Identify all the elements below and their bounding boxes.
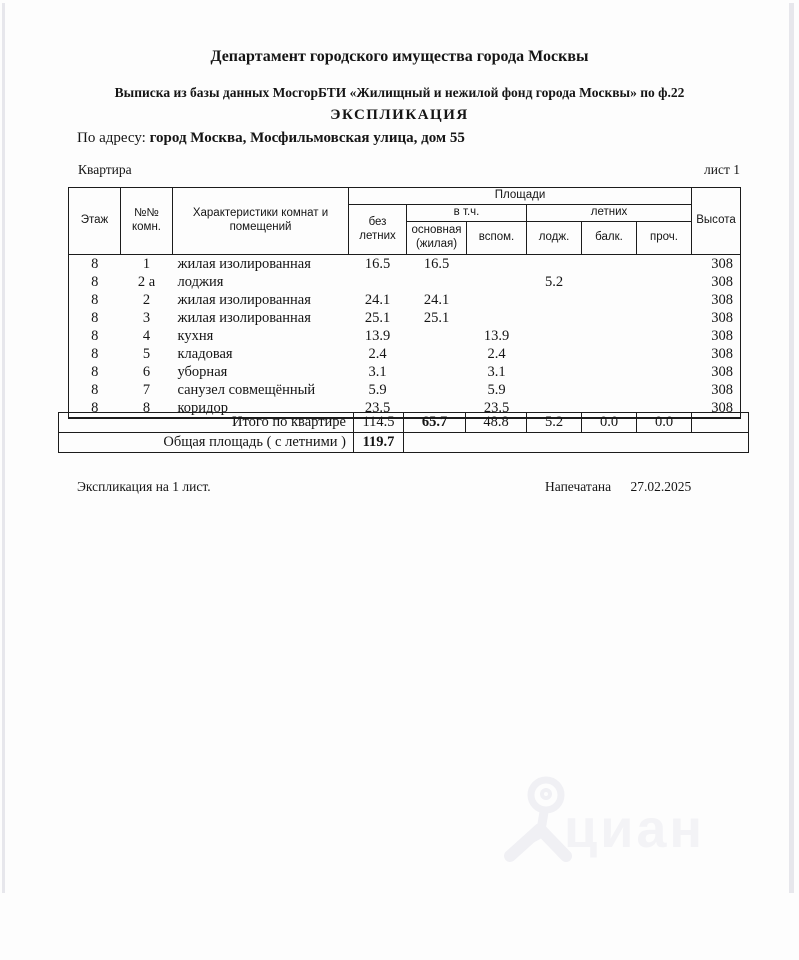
table-cell: 6 — [142, 363, 151, 380]
table-cell — [404, 433, 749, 453]
table-cell: 23.5 — [483, 399, 510, 416]
table-cell — [527, 309, 582, 327]
table-cell: 24.1 — [423, 291, 450, 308]
table-cell: кладовая — [177, 345, 233, 362]
table-cell — [527, 327, 582, 345]
sheet-count-note: Экспликация на 1 лист. — [77, 479, 211, 494]
table-cell: 8 — [91, 291, 99, 308]
table-cell — [637, 273, 692, 291]
extract-subtitle: Выписка из базы данных МосгорБТИ «Жилищный и нежилой фонд города Москвы» по ф.22 — [114, 85, 685, 100]
table-cell — [582, 345, 637, 363]
table-cell: 48.8 — [466, 413, 527, 433]
table-cell — [582, 363, 637, 381]
total-area-row — [59, 433, 749, 453]
table-cell — [467, 273, 527, 291]
table-cell: 308 — [711, 363, 733, 380]
table-cell: 308 — [711, 309, 733, 326]
table-cell: 8 — [91, 381, 99, 398]
address-value: город Москва, Мосфильмовская улица, дом 55 — [149, 130, 465, 146]
table-cell — [467, 291, 527, 309]
table-cell — [527, 255, 582, 274]
table-cell — [407, 345, 467, 363]
total-area-label: Общая площадь ( с летними ) — [59, 433, 354, 453]
table-row — [69, 273, 741, 291]
table-cell: 8 — [91, 273, 99, 290]
col-main-living: основная (жилая) — [407, 222, 467, 255]
header-row-1 — [69, 188, 741, 205]
table-cell — [467, 255, 527, 274]
table-header — [69, 188, 741, 255]
col-height: Высота — [692, 188, 741, 255]
table-cell — [582, 381, 637, 399]
table-cell: 8 — [91, 363, 99, 380]
printed-note — [545, 479, 691, 495]
document-title: ЭКСПЛИКАЦИЯ — [330, 107, 469, 123]
table-cell: 2 а — [137, 273, 156, 290]
table-cell: 0.0 — [582, 413, 637, 433]
table-cell — [527, 345, 582, 363]
table-cell: 3.1 — [368, 363, 387, 380]
scan-edge-right — [789, 3, 794, 893]
col-loggia: лодж. — [527, 222, 582, 255]
department-title: Департамент городского имущества города Москвы — [210, 48, 589, 65]
table-cell — [407, 363, 467, 381]
table-cell: 5.2 — [544, 273, 564, 290]
sheet-number: лист 1 — [704, 162, 740, 177]
table-cell: 65.7 — [404, 413, 466, 433]
table-cell — [582, 273, 637, 291]
col-balcony: балк. — [582, 222, 637, 255]
table-cell: лоджия — [177, 273, 224, 290]
col-areas: Площади — [349, 188, 692, 205]
table-row — [69, 309, 741, 327]
table-cell — [527, 291, 582, 309]
table-cell: жилая изолированная — [177, 291, 311, 308]
col-other: проч. — [637, 222, 692, 255]
table-cell: 13.9 — [364, 327, 391, 344]
table-cell — [527, 381, 582, 399]
table-cell — [637, 309, 692, 327]
col-characteristics: Характеристики комнат и помещений — [173, 188, 349, 255]
table-cell: 308 — [711, 255, 733, 272]
table-row — [69, 255, 741, 274]
table-cell: 308 — [711, 273, 733, 290]
table-cell — [407, 327, 467, 345]
table-cell — [637, 291, 692, 309]
table-cell: 308 — [711, 345, 733, 362]
table-cell: 4 — [142, 327, 151, 344]
table-cell: 2 — [142, 291, 151, 308]
table-cell: 308 — [711, 291, 733, 308]
table-cell: жилая изолированная — [177, 255, 311, 272]
table-cell — [582, 327, 637, 345]
table-cell: уборная — [177, 363, 228, 380]
table-cell — [637, 255, 692, 274]
totals-row — [59, 413, 749, 433]
table-cell: 13.9 — [483, 327, 510, 344]
explication-table — [68, 187, 741, 419]
table-cell: 25.1 — [364, 309, 391, 326]
table-cell — [637, 381, 692, 399]
table-cell — [692, 413, 749, 433]
col-aux: вспом. — [467, 222, 527, 255]
col-summer: летних — [527, 205, 692, 222]
table-cell: 3 — [142, 309, 151, 326]
col-floor: Этаж — [69, 188, 121, 255]
table-cell — [407, 273, 467, 291]
cian-watermark — [500, 772, 730, 867]
table-row — [69, 327, 741, 345]
col-no-summer: без летних — [349, 205, 407, 255]
totals-label: Итого по квартире — [59, 413, 354, 433]
table-cell — [407, 381, 467, 399]
table-cell: 24.1 — [364, 291, 391, 308]
table-cell: 308 — [711, 399, 733, 416]
table-row — [69, 381, 741, 399]
table-cell: 7 — [142, 381, 151, 398]
table-cell — [637, 327, 692, 345]
col-incl: в т.ч. — [407, 205, 527, 222]
table-cell: 3.1 — [487, 363, 506, 380]
table-cell: 5 — [142, 345, 151, 362]
table-cell: 0.0 — [637, 413, 692, 433]
table-cell: 25.1 — [423, 309, 450, 326]
printed-label: Напечатана — [545, 479, 612, 494]
table-cell — [582, 309, 637, 327]
table-cell — [582, 255, 637, 274]
object-type-label: Квартира — [78, 162, 132, 177]
table-cell: жилая изолированная — [177, 309, 311, 326]
table-row — [69, 363, 741, 381]
table-cell: 8 — [91, 309, 99, 326]
totals-table — [58, 412, 749, 453]
table-cell: коридор — [177, 399, 228, 416]
table-cell: 8 — [91, 399, 99, 416]
table-cell: 5.9 — [368, 381, 387, 398]
total-area-value: 119.7 — [354, 433, 404, 453]
table-cell — [349, 273, 407, 291]
table-cell: 114.5 — [354, 413, 404, 433]
printed-date: 27.02.2025 — [630, 479, 692, 494]
table-cell: 8 — [91, 327, 99, 344]
scan-edge-left — [2, 3, 5, 893]
table-cell: кухня — [177, 327, 214, 344]
table-cell — [467, 309, 527, 327]
table-cell: 16.5 — [423, 255, 450, 272]
address-label: По адресу: — [77, 130, 146, 146]
table-cell: 5.2 — [527, 413, 582, 433]
table-row — [69, 291, 741, 309]
table-cell: 5.9 — [487, 381, 506, 398]
table-cell: 23.5 — [364, 399, 391, 416]
table-cell: 16.5 — [364, 255, 391, 272]
table-cell: санузел совмещённый — [177, 381, 316, 398]
table-cell: 8 — [142, 399, 151, 416]
address-line — [77, 130, 465, 147]
table-cell — [582, 291, 637, 309]
table-cell: 308 — [711, 327, 733, 344]
table-cell — [527, 363, 582, 381]
table-cell: 308 — [711, 381, 733, 398]
col-room-number: №№ комн. — [121, 188, 173, 255]
watermark-text: циан — [564, 799, 706, 859]
table-cell: 8 — [91, 255, 99, 272]
table-cell: 8 — [91, 345, 99, 362]
table-row — [69, 345, 741, 363]
table-cell — [637, 345, 692, 363]
table-cell: 2.4 — [487, 345, 506, 362]
table-cell — [637, 363, 692, 381]
table-cell: 1 — [142, 255, 151, 272]
table-cell: 2.4 — [368, 345, 387, 362]
